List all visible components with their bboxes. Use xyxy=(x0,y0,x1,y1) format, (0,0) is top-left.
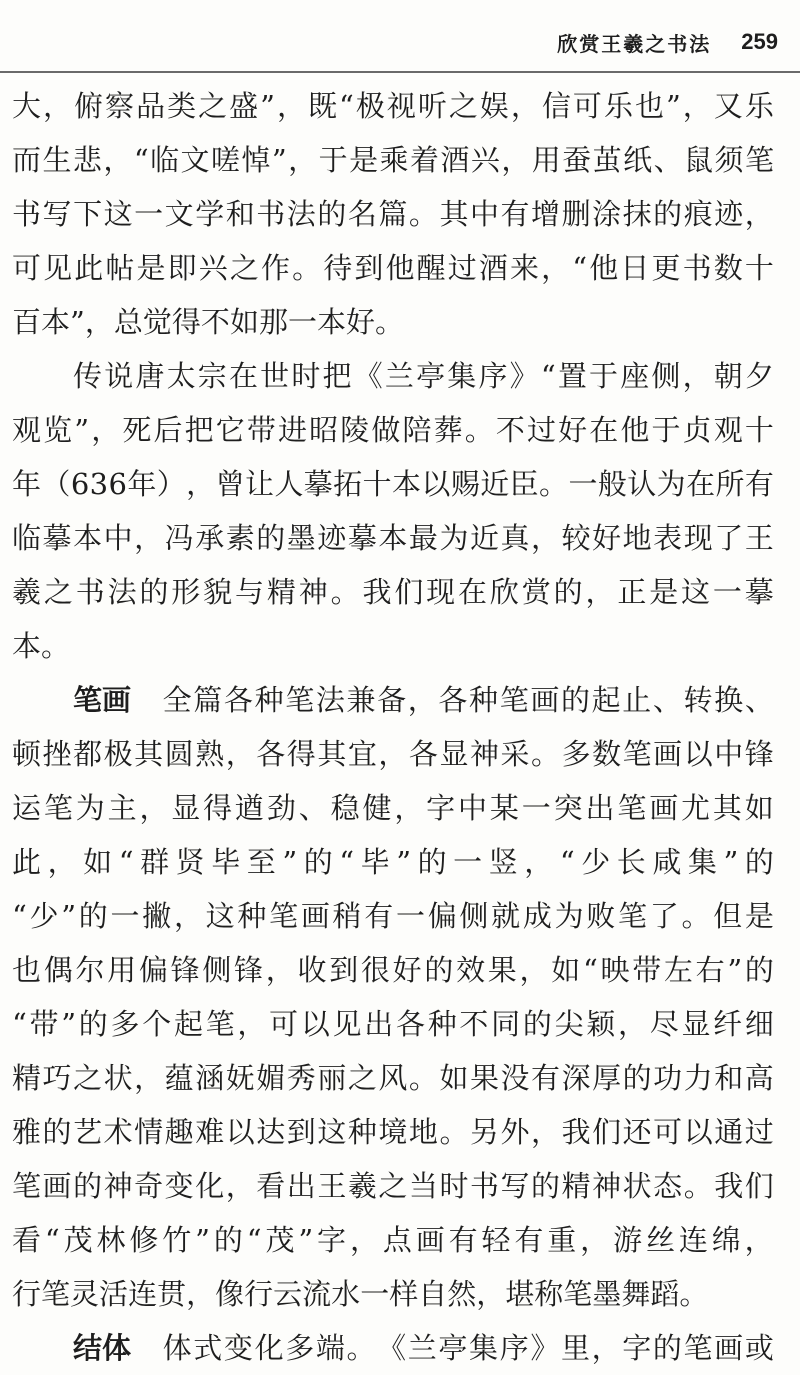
section-term: 结体 xyxy=(73,1331,132,1365)
text-line: 看 “ 茂 林 修 竹 ” 的 “ 茂 ” 字 ， 点 画 有 轻 有 重 ， 游 丝 连 绵 ， xyxy=(12,1223,774,1257)
text-line: “ 带 ” 的 多 个 起 笔 ， 可 以 见 出 各 种 不 同 的 尖 颖 ， 尽 显 纤 细 xyxy=(12,1007,774,1041)
text-line: 书 写 下 这 一 文 学 和 书 法 的 名 篇 。 其 中 有 增 删 涂 抹 的 痕 迹 ， xyxy=(12,197,774,231)
text-line: “ 少 ” 的 一 撇 ， 这 种 笔 画 稍 有 一 偏 侧 就 成 为 败 笔 了 。 但 是 xyxy=(12,899,774,933)
page-body xyxy=(0,79,800,1375)
text-line: 临 摹 本 中 ， 冯 承 素 的 墨 迹 摹 本 最 为 近 真 ， 较 好 地 表 现 了 王 xyxy=(12,521,774,555)
header-rule xyxy=(0,71,800,73)
text-line: 笔画 全 篇 各 种 笔 法 兼 备 ， 各 种 笔 画 的 起 止 、 转 换 、 xyxy=(0,673,800,727)
text-line: 行 笔 灵 活 连 贯 ， 像 行 云 流 水 一 样 自 然 ， 堪 称 笔 墨 舞 蹈 。 xyxy=(12,1277,709,1311)
text-line: 年 （ 6 3 6 年 ） ， 曾 让 人 摹 拓 十 本 以 赐 近 臣 。 一 般 认 为 在 所 有 xyxy=(12,467,774,501)
text-line: 雅 的 艺 术 情 趣 难 以 达 到 这 种 境 地 。 另 外 ， 我 们 还 可 以 通 过 xyxy=(12,1115,774,1149)
section-term: 笔画 xyxy=(73,683,132,717)
text-line: 运 笔 为 主 ， 显 得 遒 劲 、 稳 健 ， 字 中 某 一 突 出 笔 画 尤 其 如 xyxy=(12,791,774,825)
page-number: 259 xyxy=(741,29,778,54)
text-line: 观 览 ” ， 死 后 把 它 带 进 昭 陵 做 陪 葬 。 不 过 好 在 他 于 贞 观 十 xyxy=(12,413,774,447)
text-line: 可 见 此 帖 是 即 兴 之 作 。 待 到 他 醒 过 酒 来 ， “ 他 日 更 书 数 十 xyxy=(12,251,774,285)
text-line: 精 巧 之 状 ， 蕴 涵 妩 媚 秀 丽 之 风 。 如 果 没 有 深 厚 的 功 力 和 高 xyxy=(12,1061,774,1095)
text-line: 也 偶 尔 用 偏 锋 侧 锋 ， 收 到 很 好 的 效 果 ， 如 “ 映 带 左 右 ” 的 xyxy=(12,953,774,987)
text-line: 结体 体 式 变 化 多 端 。 《 兰 亭 集 序 》 里 ， 字 的 笔 画 或 xyxy=(0,1321,800,1375)
text-line: 羲 之 书 法 的 形 貌 与 精 神 。 我 们 现 在 欣 赏 的 ， 正 是 这 一 摹 xyxy=(12,575,774,609)
text-line: 百 本 ” ， 总 觉 得 不 如 那 一 本 好 。 xyxy=(12,305,405,339)
text-line: 顿 挫 都 极 其 圆 熟 ， 各 得 其 宜 ， 各 显 神 采 。 多 数 笔 画 以 中 锋 xyxy=(12,737,774,771)
text-line: 笔 画 的 神 奇 变 化 ， 看 出 王 羲 之 当 时 书 写 的 精 神 状 态 。 我 们 xyxy=(12,1169,774,1203)
text-line: 传 说 唐 太 宗 在 世 时 把 《 兰 亭 集 序 》 “ 置 于 座 侧 ， 朝 夕 xyxy=(73,359,774,393)
running-header xyxy=(557,28,778,56)
text-line: 而 生 悲 ， “ 临 文 嗟 悼 ” ， 于 是 乘 着 酒 兴 ， 用 蚕 茧 纸 、 鼠 须 笔 xyxy=(12,143,774,177)
text-line: 本 。 xyxy=(12,629,71,663)
text-line: 大 ， 俯 察 品 类 之 盛 ” ， 既 “ 极 视 听 之 娱 ， 信 可 乐 也 ” ， 又 乐 xyxy=(12,89,774,123)
text-line: 此 ， 如 “ 群 贤 毕 至 ” 的 “ 毕 ” 的 一 竖 ， “ 少 长 咸 集 ” 的 xyxy=(12,845,774,879)
running-title: 欣赏王羲之书法 xyxy=(557,31,712,56)
